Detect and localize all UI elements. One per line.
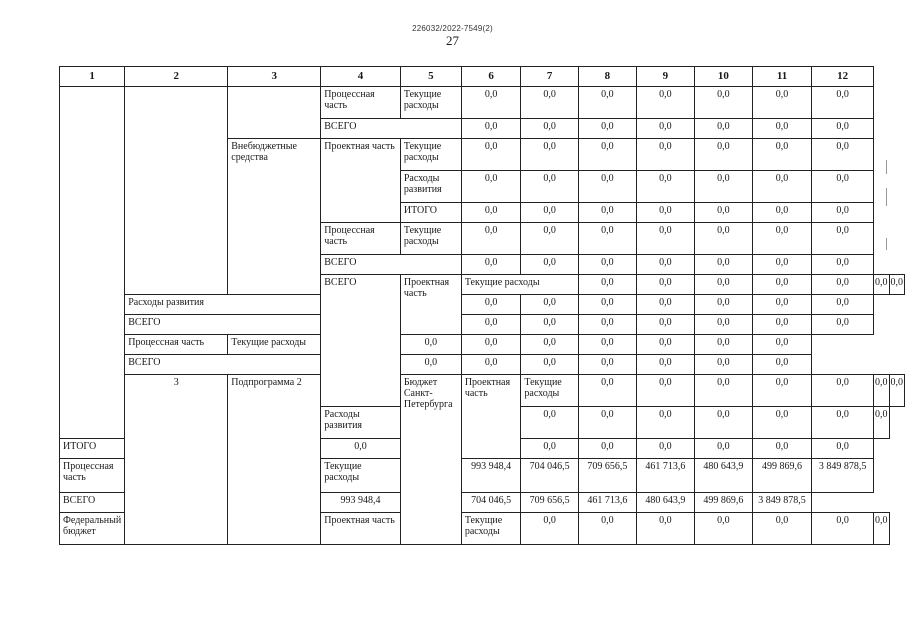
value-cell: 0,0 bbox=[752, 119, 811, 139]
table-row bbox=[60, 493, 905, 513]
column-header: 5 bbox=[400, 67, 461, 87]
total-label-cell: ВСЕГО bbox=[321, 255, 462, 275]
column-header: 2 bbox=[125, 67, 228, 87]
table-row bbox=[60, 375, 905, 407]
value-cell: 0,0 bbox=[752, 87, 811, 119]
value-cell: 0,0 bbox=[578, 139, 636, 171]
value-cell: 0,0 bbox=[578, 119, 636, 139]
source-cell: Внебюджетные средства bbox=[228, 139, 321, 295]
value-cell: 0,0 bbox=[578, 171, 636, 203]
value-cell: 0,0 bbox=[752, 139, 811, 171]
value-cell: 0,0 bbox=[636, 355, 694, 375]
value-cell: 0,0 bbox=[461, 223, 521, 255]
total-label-cell: ВСЕГО bbox=[125, 355, 401, 375]
value-cell: 0,0 bbox=[694, 315, 752, 335]
value-cell: 499 869,6 bbox=[752, 459, 811, 493]
value-cell: 0,0 bbox=[636, 171, 694, 203]
expense-type-cell: Расходы развития bbox=[321, 407, 401, 439]
value-cell: 0,0 bbox=[694, 223, 752, 255]
value-cell: 0,0 bbox=[812, 255, 874, 275]
part-cell: Проектная часть bbox=[461, 375, 521, 459]
subprogram-cell bbox=[125, 87, 228, 295]
value-cell: 0,0 bbox=[752, 203, 811, 223]
total-label-cell: ВСЕГО bbox=[60, 493, 228, 513]
value-cell: 3 849 878,5 bbox=[752, 493, 811, 513]
value-cell: 0,0 bbox=[636, 375, 694, 407]
column-header: 11 bbox=[752, 67, 811, 87]
value-cell: 0,0 bbox=[752, 439, 811, 459]
value-cell: 0,0 bbox=[694, 355, 752, 375]
value-cell: 461 713,6 bbox=[578, 493, 636, 513]
value-cell: 0,0 bbox=[694, 119, 752, 139]
value-cell: 0,0 bbox=[636, 119, 694, 139]
source-cell: Проектная часть bbox=[400, 275, 461, 335]
column-header: 6 bbox=[461, 67, 521, 87]
value-cell: 0,0 bbox=[694, 171, 752, 203]
value-cell: 0,0 bbox=[636, 295, 694, 315]
value-cell: 0,0 bbox=[578, 513, 636, 545]
value-cell: 0,0 bbox=[812, 275, 874, 295]
value-cell: 0,0 bbox=[694, 375, 752, 407]
value-cell: 0,0 bbox=[752, 355, 811, 375]
value-cell: 0,0 bbox=[578, 87, 636, 119]
total-label-cell: ВСЕГО bbox=[321, 119, 462, 139]
column-header: 1 bbox=[60, 67, 125, 87]
value-cell: 0,0 bbox=[752, 171, 811, 203]
page-number: 27 bbox=[446, 33, 459, 48]
source-cell: Процессная часть bbox=[125, 335, 228, 355]
value-cell: 0,0 bbox=[521, 255, 578, 275]
value-cell: 0,0 bbox=[636, 203, 694, 223]
expense-type-cell: Текущие расходы bbox=[461, 275, 578, 295]
expense-type-cell: Текущие расходы bbox=[228, 335, 401, 355]
subtotal-label-cell: ИТОГО bbox=[60, 439, 125, 459]
expense-type-cell: Текущие расходы bbox=[400, 139, 461, 171]
value-cell: 0,0 bbox=[578, 203, 636, 223]
value-cell: 0,0 bbox=[578, 335, 636, 355]
header-row bbox=[60, 67, 905, 87]
value-cell: 0,0 bbox=[636, 275, 694, 295]
value-cell: 461 713,6 bbox=[636, 459, 694, 493]
value-cell: 0,0 bbox=[636, 407, 694, 439]
value-cell: 993 948,4 bbox=[321, 493, 401, 513]
value-cell: 0,0 bbox=[752, 275, 811, 295]
value-cell: 0,0 bbox=[578, 255, 636, 275]
value-cell: 0,0 bbox=[521, 87, 578, 119]
value-cell: 0,0 bbox=[694, 407, 752, 439]
value-cell: 3 849 878,5 bbox=[812, 459, 874, 493]
value-cell: 0,0 bbox=[694, 139, 752, 171]
column-header: 3 bbox=[228, 67, 321, 87]
value-cell: 0,0 bbox=[812, 315, 874, 335]
value-cell: 0,0 bbox=[521, 295, 578, 315]
value-cell: 0,0 bbox=[752, 315, 811, 335]
value-cell: 0,0 bbox=[636, 315, 694, 335]
value-cell: 0,0 bbox=[752, 335, 811, 355]
expense-type-cell: Текущие расходы bbox=[400, 87, 461, 119]
value-cell: 0,0 bbox=[812, 375, 874, 407]
value-cell: 0,0 bbox=[694, 87, 752, 119]
value-cell: 0,0 bbox=[521, 439, 578, 459]
subprogram-cell: Подпрограмма 2 bbox=[228, 375, 321, 545]
column-header: 12 bbox=[812, 67, 874, 87]
value-cell: 0,0 bbox=[461, 171, 521, 203]
column-header: 4 bbox=[321, 67, 401, 87]
expense-type-cell: Расходы развития bbox=[125, 295, 321, 315]
value-cell: 0,0 bbox=[812, 87, 874, 119]
column-header: 8 bbox=[578, 67, 636, 87]
value-cell: 0,0 bbox=[694, 295, 752, 315]
source-cell: Федеральный бюджет bbox=[60, 513, 125, 545]
value-cell: 0,0 bbox=[889, 275, 905, 295]
value-cell: 0,0 bbox=[636, 87, 694, 119]
value-cell: 704 046,5 bbox=[461, 493, 521, 513]
value-cell: 0,0 bbox=[400, 335, 461, 355]
part-cell: Проектная часть bbox=[321, 139, 401, 223]
value-cell: 0,0 bbox=[461, 315, 521, 335]
source-cell bbox=[228, 87, 321, 139]
table-row bbox=[60, 295, 905, 315]
value-cell: 0,0 bbox=[461, 335, 521, 355]
value-cell: 704 046,5 bbox=[521, 459, 578, 493]
subtotal-label-cell: ИТОГО bbox=[400, 203, 461, 223]
value-cell: 0,0 bbox=[694, 439, 752, 459]
budget-table bbox=[59, 66, 905, 545]
value-cell: 0,0 bbox=[636, 513, 694, 545]
value-cell: 0,0 bbox=[636, 139, 694, 171]
value-cell: 0,0 bbox=[461, 119, 521, 139]
value-cell: 0,0 bbox=[752, 513, 811, 545]
value-cell: 709 656,5 bbox=[521, 493, 578, 513]
value-cell: 0,0 bbox=[578, 355, 636, 375]
value-cell: 0,0 bbox=[521, 335, 578, 355]
value-cell: 0,0 bbox=[578, 295, 636, 315]
value-cell: 0,0 bbox=[461, 255, 521, 275]
value-cell: 0,0 bbox=[578, 439, 636, 459]
column-header: 9 bbox=[636, 67, 694, 87]
value-cell: 0,0 bbox=[521, 315, 578, 335]
value-cell: 0,0 bbox=[521, 355, 578, 375]
value-cell: 0,0 bbox=[461, 355, 521, 375]
column-header: 7 bbox=[521, 67, 578, 87]
value-cell: 480 643,9 bbox=[694, 459, 752, 493]
value-cell: 0,0 bbox=[812, 203, 874, 223]
value-cell: 0,0 bbox=[874, 375, 890, 407]
column-header: 10 bbox=[694, 67, 752, 87]
expense-type-cell: Текущие расходы bbox=[321, 459, 401, 493]
row-number-cell: 3 bbox=[125, 375, 228, 545]
table-row bbox=[60, 355, 905, 375]
value-cell: 0,0 bbox=[521, 513, 578, 545]
value-cell: 0,0 bbox=[812, 513, 874, 545]
value-cell: 0,0 bbox=[521, 203, 578, 223]
expense-type-cell: Текущие расходы bbox=[461, 513, 521, 545]
subprogram-cell: ВСЕГО bbox=[321, 275, 401, 407]
value-cell: 0,0 bbox=[521, 119, 578, 139]
value-cell: 0,0 bbox=[461, 87, 521, 119]
value-cell: 0,0 bbox=[889, 375, 905, 407]
value-cell: 0,0 bbox=[812, 223, 874, 255]
part-cell: Проектная часть bbox=[321, 513, 401, 545]
value-cell: 0,0 bbox=[461, 203, 521, 223]
value-cell: 0,0 bbox=[521, 171, 578, 203]
value-cell: 0,0 bbox=[694, 513, 752, 545]
value-cell: 0,0 bbox=[694, 335, 752, 355]
value-cell: 0,0 bbox=[578, 407, 636, 439]
value-cell: 993 948,4 bbox=[461, 459, 521, 493]
value-cell: 0,0 bbox=[694, 203, 752, 223]
part-cell: Процессная часть bbox=[321, 87, 401, 119]
part-cell: Процессная часть bbox=[321, 223, 401, 255]
value-cell: 0,0 bbox=[812, 295, 874, 315]
total-label-cell: ВСЕГО bbox=[125, 315, 321, 335]
table-row bbox=[60, 315, 905, 335]
value-cell: 0,0 bbox=[636, 255, 694, 275]
value-cell: 0,0 bbox=[636, 335, 694, 355]
value-cell: 0,0 bbox=[694, 255, 752, 275]
document-code: 226032/2022-7549(2) bbox=[412, 24, 493, 33]
expense-type-cell: Текущие расходы bbox=[521, 375, 578, 407]
value-cell: 0,0 bbox=[812, 119, 874, 139]
value-cell: 0,0 bbox=[521, 139, 578, 171]
value-cell: 0,0 bbox=[752, 375, 811, 407]
value-cell: 0,0 bbox=[578, 223, 636, 255]
part-cell: Процессная часть bbox=[60, 459, 125, 493]
value-cell: 0,0 bbox=[321, 439, 401, 459]
value-cell: 0,0 bbox=[400, 355, 461, 375]
value-cell: 0,0 bbox=[461, 139, 521, 171]
value-cell: 0,0 bbox=[461, 295, 521, 315]
value-cell: 0,0 bbox=[578, 375, 636, 407]
value-cell: 480 643,9 bbox=[636, 493, 694, 513]
value-cell: 0,0 bbox=[812, 407, 874, 439]
value-cell: 0,0 bbox=[694, 275, 752, 295]
expense-type-cell: Расходы развития bbox=[400, 171, 461, 203]
value-cell: 0,0 bbox=[578, 315, 636, 335]
value-cell: 709 656,5 bbox=[578, 459, 636, 493]
value-cell: 0,0 bbox=[752, 295, 811, 315]
value-cell: 0,0 bbox=[752, 255, 811, 275]
table-row bbox=[60, 335, 905, 355]
value-cell: 0,0 bbox=[874, 275, 890, 295]
value-cell: 0,0 bbox=[636, 439, 694, 459]
value-cell: 0,0 bbox=[874, 513, 890, 545]
value-cell: 0,0 bbox=[874, 407, 890, 439]
value-cell: 0,0 bbox=[521, 407, 578, 439]
value-cell: 0,0 bbox=[812, 171, 874, 203]
source-cell: Бюджет Санкт-Петербурга bbox=[400, 375, 461, 545]
value-cell: 0,0 bbox=[578, 275, 636, 295]
table-row bbox=[60, 87, 905, 119]
value-cell: 0,0 bbox=[812, 439, 874, 459]
value-cell: 0,0 bbox=[812, 139, 874, 171]
value-cell: 499 869,6 bbox=[694, 493, 752, 513]
value-cell: 0,0 bbox=[521, 223, 578, 255]
value-cell: 0,0 bbox=[636, 223, 694, 255]
value-cell: 0,0 bbox=[752, 407, 811, 439]
row-number-cell bbox=[60, 87, 125, 439]
expense-type-cell: Текущие расходы bbox=[400, 223, 461, 255]
value-cell: 0,0 bbox=[752, 223, 811, 255]
